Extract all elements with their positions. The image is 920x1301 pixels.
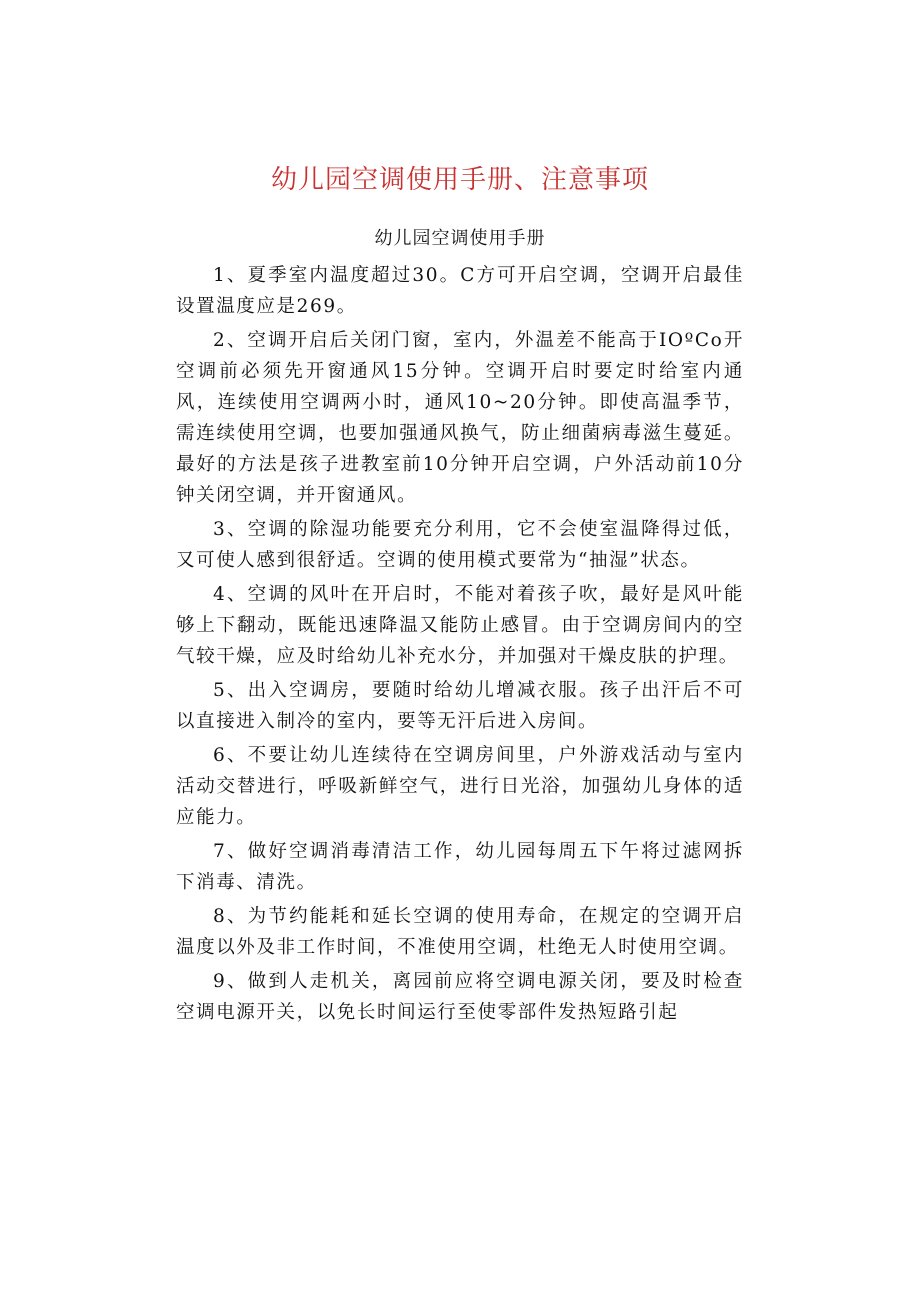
- paragraph-6: 6、不要让幼儿连续待在空调房间里，户外游戏活动与室内活动交替进行，呼吸新鲜空气，进行日光浴，加强幼儿身体的适应能力。: [176, 745, 744, 828]
- paragraph-1: 1、夏季室内温度超过30。C方可开启空调，空调开启最佳设置温度应是269。: [176, 265, 744, 317]
- paragraph-2: 2、空调开启后关闭门窗，室内，外温差不能高于IOºCo开空调前必须先开窗通风15分钟。空调开启时要定时给室内通风，连续使用空调两小时，通风10~20分钟。即使高温季节，需连续使用空调，也要加强通风换气，防止细菌病毒滋生蔓延。最好的方法是孩子进教室前10分钟开启空调，户外活动前10分钟关闭空调，并开窗通风。: [176, 330, 744, 506]
- paragraph-9: 9、做到人走机关，离园前应将空调电源关闭，要及时检查空调电源开关，以免长时间运行至使零部件发热短路引起: [176, 971, 744, 1023]
- paragraph-5: 5、出入空调房，要随时给幼儿增减衣服。孩子出汗后不可以直接进入制冷的室内，要等无汗后进入房间。: [176, 680, 744, 732]
- paragraph-7: 7、做好空调消毒清洁工作，幼儿园每周五下午将过滤网拆下消毒、清洗。: [176, 841, 744, 893]
- paragraph-8: 8、为节约能耗和延长空调的使用寿命，在规定的空调开启温度以外及非工作时间，不准使用空调，杜绝无人时使用空调。: [176, 906, 744, 958]
- document-subtitle: 幼儿园空调使用手册: [374, 228, 546, 249]
- paragraph-4: 4、空调的风叶在开启时，不能对着孩子吹，最好是风叶能够上下翻动，既能迅速降温又能防止感冒。由于空调房间内的空气较干燥，应及时给幼儿补充水分，并加强对干燥皮肤的护理。: [176, 584, 744, 667]
- paragraph-3: 3、空调的除湿功能要充分利用，它不会使室温降得过低，又可使人感到很舒适。空调的使用模式要常为“抽湿”状态。: [176, 519, 744, 571]
- document-title: 幼儿园空调使用手册、注意事项: [270, 165, 649, 195]
- document-body: [176, 158, 744, 1031]
